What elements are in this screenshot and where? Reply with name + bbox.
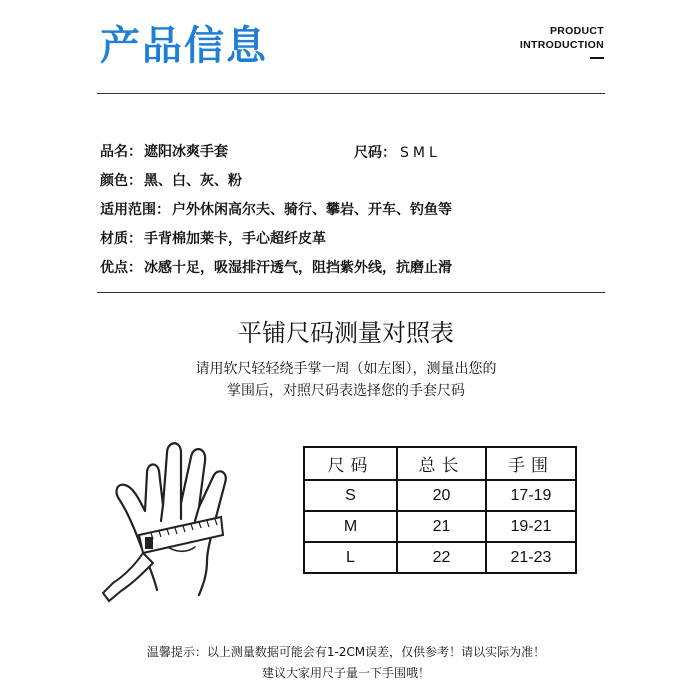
tip-line-1: 温馨提示：以上测量数据可能会有1-2CM误差，仅供参考！请以实际为准！ bbox=[146, 645, 546, 659]
page-title: 产品信息 bbox=[100, 23, 268, 69]
scope-value: 户外休闲高尔夫、骑行、攀岩、开车、钓鱼等 bbox=[172, 202, 452, 218]
info-row-size bbox=[354, 142, 441, 162]
table-cell: 21 bbox=[397, 511, 486, 542]
table-row bbox=[304, 542, 576, 573]
name-value: 遮阳冰爽手套 bbox=[144, 144, 228, 160]
table-cell: M bbox=[304, 511, 397, 542]
measuring-tape-icon bbox=[103, 517, 223, 601]
size-value: SML bbox=[400, 145, 441, 161]
info-row-material bbox=[100, 229, 326, 249]
tip-line-2: 建议大家用尺子量一下手围哦！ bbox=[261, 666, 430, 680]
size-label: 尺码： bbox=[354, 145, 396, 161]
table-row bbox=[304, 480, 576, 511]
measure-heading: 平铺尺码测量对照表 bbox=[238, 319, 454, 347]
measure-instruction-line-1: 请用软尺轻轻绕手掌一周（如左图），测量出您的 bbox=[195, 361, 497, 377]
info-row-name bbox=[100, 142, 228, 162]
table-header-cell: 尺码 bbox=[304, 447, 397, 480]
color-label: 颜色： bbox=[100, 173, 142, 189]
material-value: 手背棉加莱卡，手心超纤皮革 bbox=[144, 231, 326, 247]
subtitle-line-2: INTRODUCTION bbox=[519, 39, 604, 51]
table-cell: 21-23 bbox=[486, 542, 576, 573]
info-row-feature bbox=[100, 258, 452, 278]
table-cell: 20 bbox=[397, 480, 486, 511]
subtitle-dash bbox=[590, 57, 604, 59]
table-cell: 19-21 bbox=[486, 511, 576, 542]
table-cell: S bbox=[304, 480, 397, 511]
subtitle-line-1: PRODUCT bbox=[549, 25, 604, 37]
feature-value: 冰感十足，吸湿排汗透气，阻挡紫外线，抗磨止滑 bbox=[144, 260, 452, 276]
hand-measure-illustration bbox=[95, 425, 265, 615]
feature-label: 优点： bbox=[100, 260, 142, 276]
table-cell: L bbox=[304, 542, 397, 573]
material-label: 材质： bbox=[100, 231, 142, 247]
table-header-cell: 手围 bbox=[486, 447, 576, 480]
measure-instruction-line-2: 掌围后，对照尺码表选择您的手套尺码 bbox=[227, 383, 465, 399]
info-row-scope bbox=[100, 200, 452, 220]
size-chart-table bbox=[303, 446, 577, 574]
table-cell: 22 bbox=[397, 542, 486, 573]
table-header-row bbox=[304, 447, 576, 480]
table-header-cell: 总长 bbox=[397, 447, 486, 480]
info-divider bbox=[97, 292, 605, 293]
name-label: 品名： bbox=[100, 144, 142, 160]
table-row bbox=[304, 511, 576, 542]
scope-label: 适用范围： bbox=[100, 202, 170, 218]
top-divider bbox=[97, 93, 605, 94]
color-value: 黑、白、灰、粉 bbox=[144, 173, 242, 189]
info-row-color bbox=[100, 171, 242, 191]
table-cell: 17-19 bbox=[486, 480, 576, 511]
